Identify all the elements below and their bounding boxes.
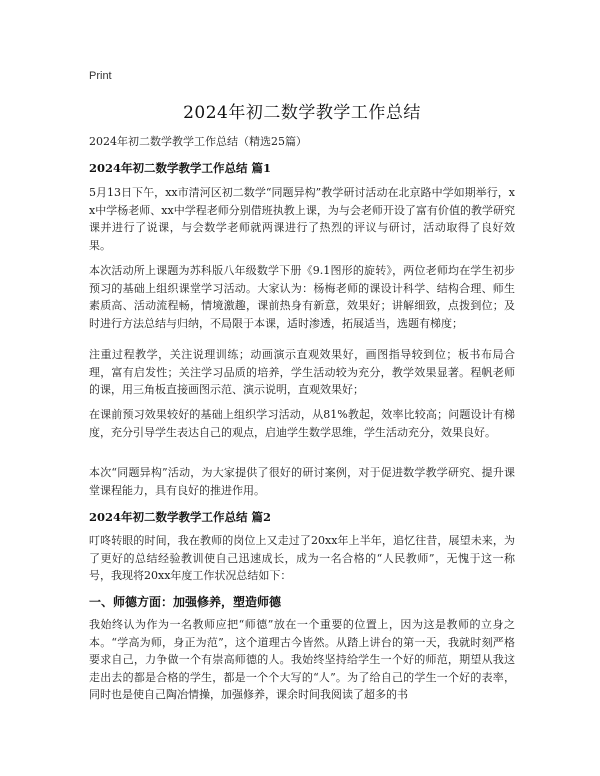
section-2-sub-paragraph-1: 我始终认为作为一名教师应把“师德”放在一个重要的位置上，因为这是教师的立身之本。“学高为师，身正为范”，这个道理古今皆然。从踏上讲台的第一天，我就时刻严格要求自己，力争做一个有崇高师德的人。我始终坚持给学生一个好的师范，期望从我这走出去的都是合格的学生，都是一个个大写的“人”。为了给自己的学生一个好的表率，同时也是使自己陶冶情操，加强修养，课余时间我阅读了超多的书	[89, 618, 515, 701]
print-label[interactable]: Print	[89, 70, 112, 82]
section-1-paragraph-1: 5月13日下午，xx市清河区初二数学“同题异构”教学研讨活动在北京路中学如期举行，xx中学杨老师、xx中学程老师分别借班执教上课，为与会老师开设了富有价值的教学研究课并进行了说课，与会数学老师就两课进行了热烈的评议与研讨，活动取得了良好效果。	[89, 186, 515, 252]
section-1-paragraph-3: 注重过程教学，关注说理训练；动画演示直观效果好，画图指导较到位；板书布局合理，富有启发性；关注学习品质的培养，学生活动较为充分，教学效果显著。程帆老师的课，用三角板直接画图示范、演示说明，直观效果好；	[89, 348, 515, 396]
section-1-heading: 2024年初二数学教学工作总结 篇1	[89, 161, 272, 175]
section-1-paragraph-2: 本次活动所上课题为苏科版八年级数学下册《9.1图形的旋转》，两位老师均在学生初步预习的基础上组织课堂学习活动。大家认为：杨梅老师的课设计科学、结构合理、师生素质高、活动流程畅，情境激趣，课前热身有新意，效果好；讲解细致，点拨到位；及时进行方法总结与归纳，不局限于本课，适时渗透，拓展适当，选题有梯度；	[89, 264, 515, 330]
document-subtitle: 2024年初二数学教学工作总结（精选25篇）	[89, 135, 307, 148]
document-title: 2024年初二数学教学工作总结	[183, 103, 421, 123]
section-2-heading: 2024年初二数学教学工作总结 篇2	[89, 510, 272, 524]
section-2-subheading: 一、师德方面：加强修养，塑造师德	[89, 595, 282, 609]
section-1-paragraph-5: 本次“同题异构”活动，为大家提供了很好的研讨案例，对于促进数学教学研究、提升课堂课程能力，具有良好的推进作用。	[89, 466, 515, 497]
section-1-paragraph-4: 在课前预习效果较好的基础上组织学习活动，从81%教起，效率比较高；问题设计有梯度，充分引导学生表达自己的观点，启迪学生数学思维，学生活动充分，效果良好。	[89, 408, 515, 439]
section-2-paragraph-1: 叮咚转眼的时间，我在教师的岗位上又走过了20xx年上半年，追忆往昔，展望未来，为了更好的总结经验教训使自己迅速成长，成为一名合格的“人民教师”，无愧于这一称号，我现将20xx年度工作状况总结如下：	[89, 534, 515, 582]
